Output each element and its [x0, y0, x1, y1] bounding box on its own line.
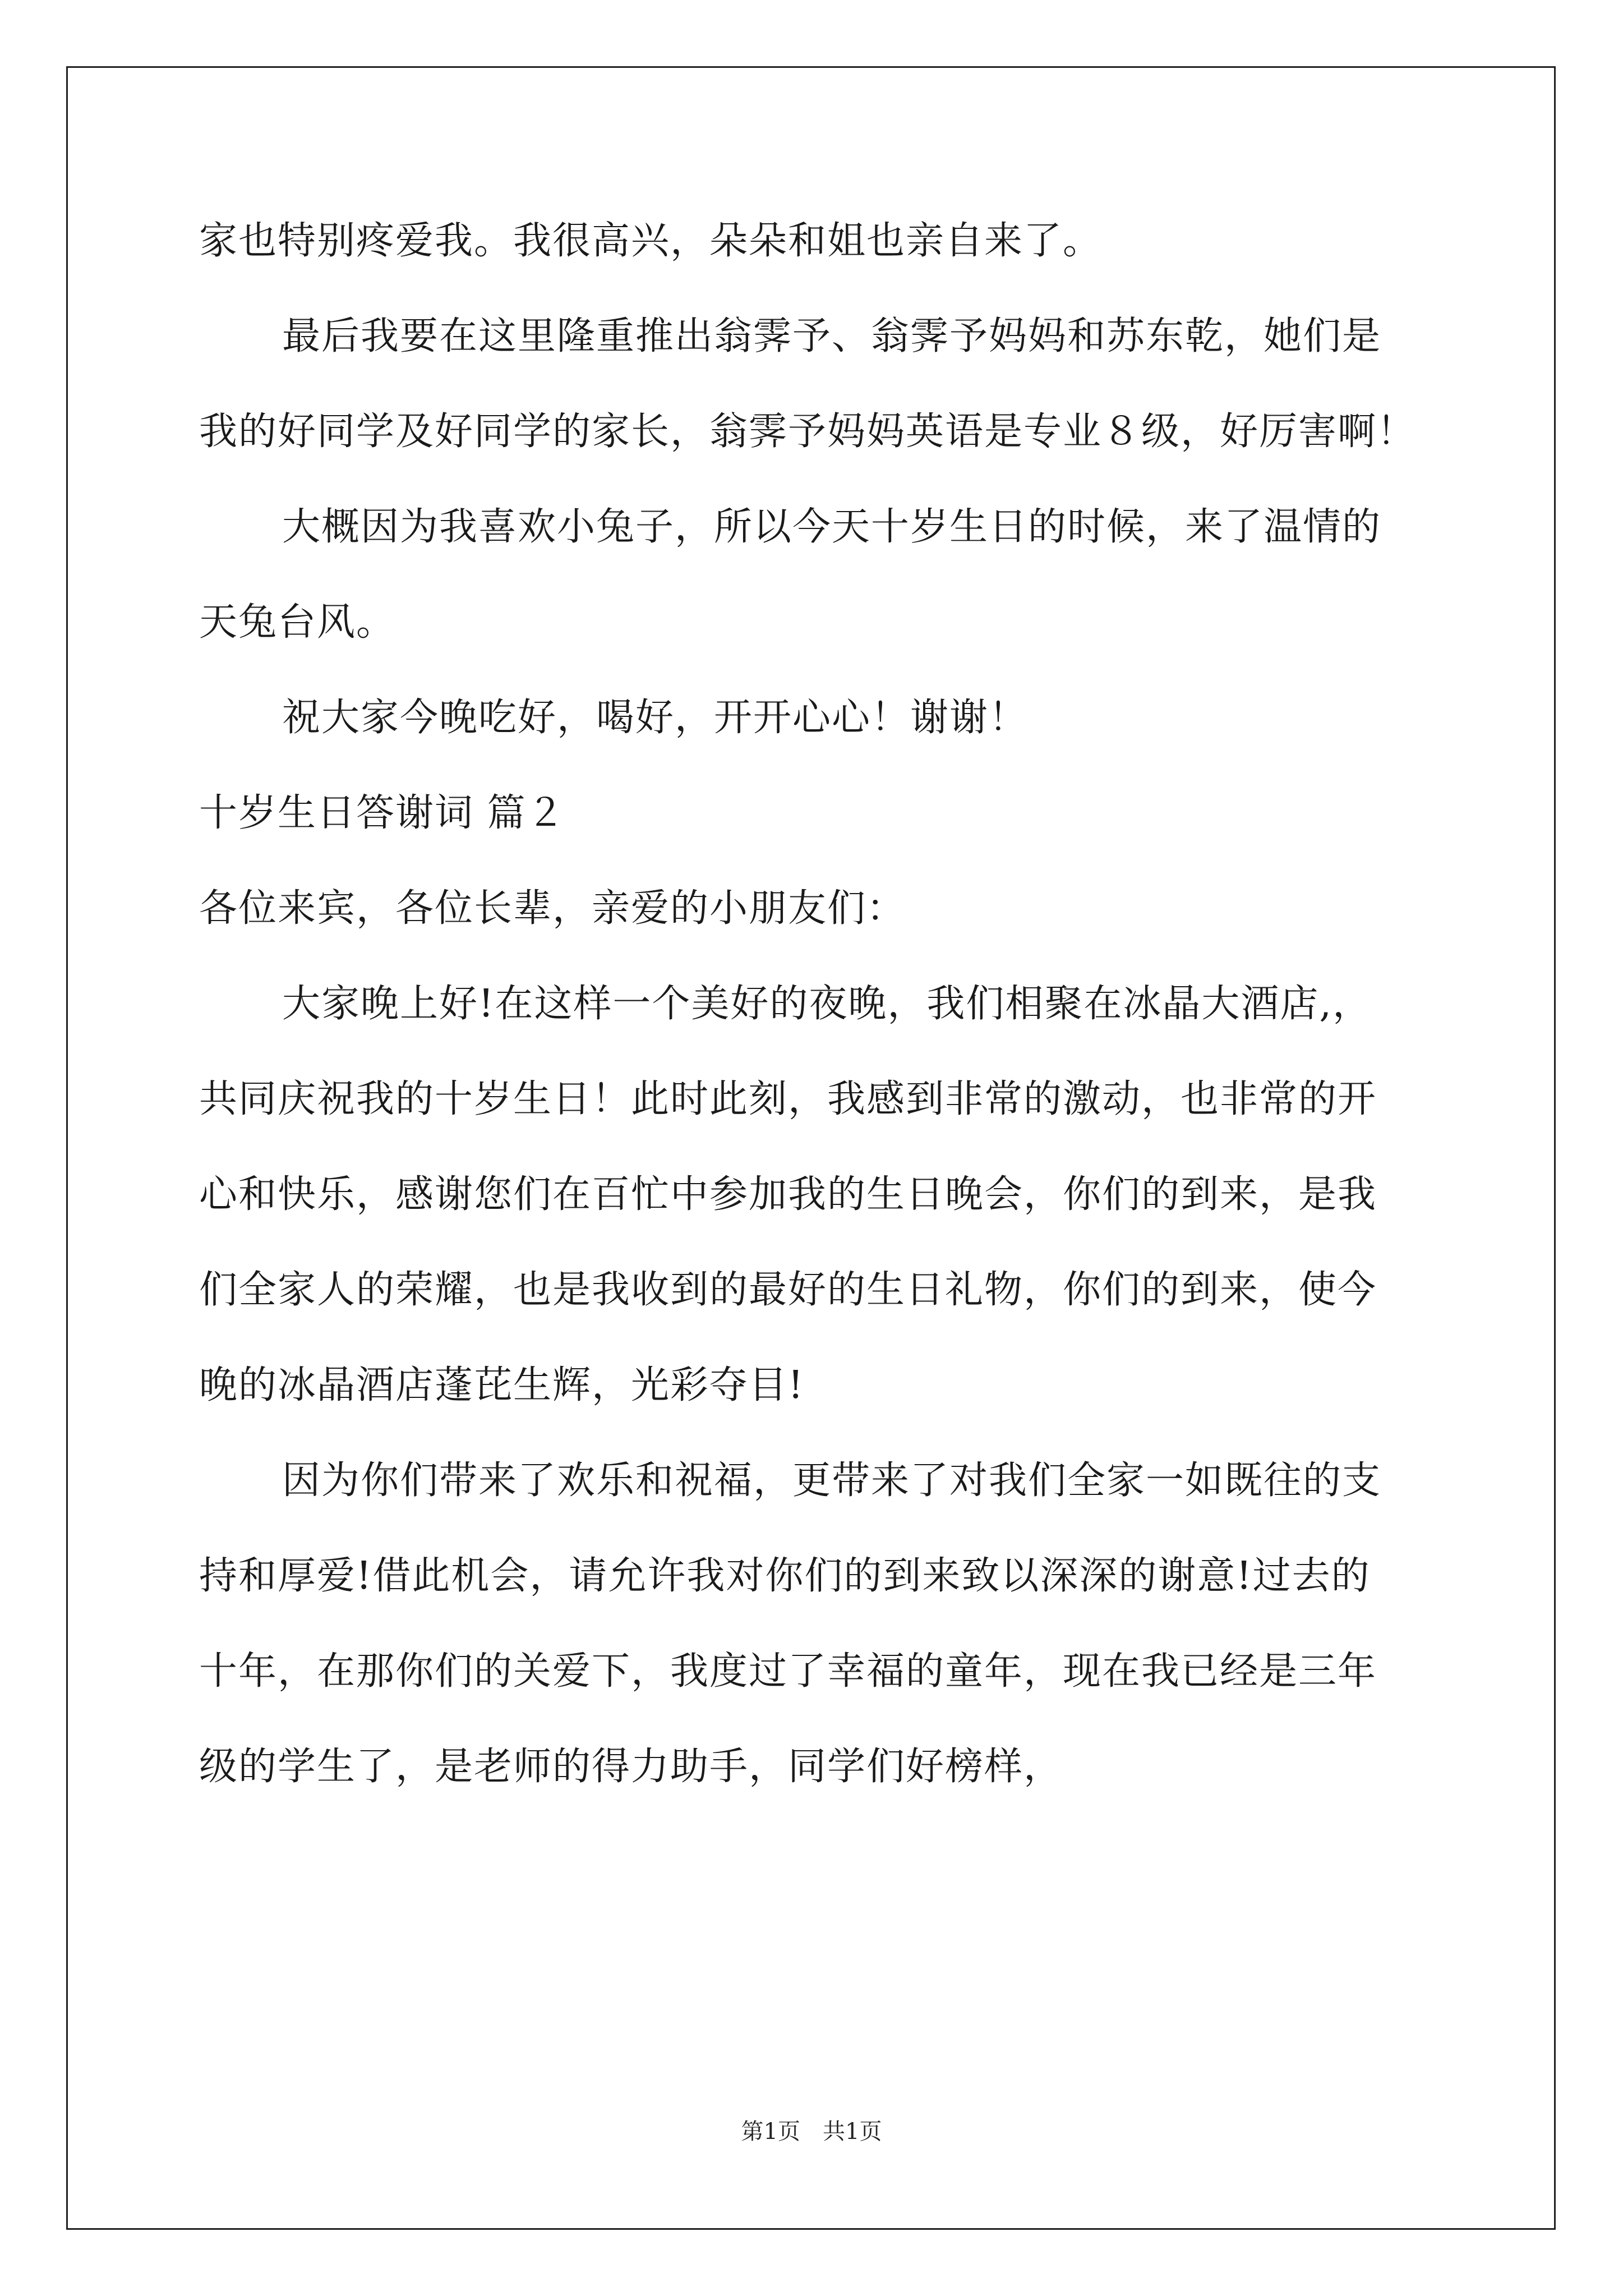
text-line: 因为你们带来了欢乐和祝福，更带来了对我们全家一如既往的支 [282, 1458, 1382, 1503]
text-line: 心和快乐，感谢您们在百忙中参加我的生日晚会，你们的到来，是我 [199, 1172, 1377, 1217]
text-line: 十年，在那你们的关爱下，我度过了幸福的童年，现在我已经是三年 [199, 1649, 1377, 1694]
text-line: 家也特别疼爱我。我很高兴，朵朵和姐也亲自来了。 [199, 219, 1103, 263]
text-line: 最后我要在这里隆重推出翁霁予、翁霁予妈妈和苏东乾，她们是 [282, 314, 1382, 358]
text-line: 大概因为我喜欢小兔子，所以今天十岁生日的时候，来了温情的 [282, 505, 1382, 549]
text-line: 晚的冰晶酒店蓬芘生辉，光彩夺目! [199, 1363, 805, 1407]
text-line: 祝大家今晚吃好，喝好，开开心心！谢谢！ [282, 696, 1029, 740]
page-footer: 第1页 共1页 [741, 2119, 882, 2145]
document-body [199, 213, 1433, 1834]
text-line: 我的好同学及好同学的家长，翁霁予妈妈英语是专业８级，好厉害啊！ [199, 409, 1417, 454]
text-line: 大家晚上好!在这样一个美好的夜晚，我们相聚在冰晶大酒店,， [282, 982, 1372, 1026]
salutation: 各位来宾，各位长辈，亲爱的小朋友们： [199, 886, 906, 931]
text-line: 共同庆祝我的十岁生日！此时此刻，我感到非常的激动，也非常的开 [199, 1077, 1377, 1121]
text-line: 级的学生了，是老师的得力助手，同学们好榜样， [199, 1745, 1063, 1789]
section-heading: 十岁生日答谢词 篇２ [199, 791, 566, 835]
text-line: 持和厚爱!借此机会，请允许我对你们的到来致以深深的谢意!过去的 [199, 1554, 1371, 1598]
text-line: 天兔台风。 [199, 600, 396, 645]
text-line: 们全家人的荣耀，也是我收到的最好的生日礼物，你们的到来，使今 [199, 1268, 1377, 1312]
